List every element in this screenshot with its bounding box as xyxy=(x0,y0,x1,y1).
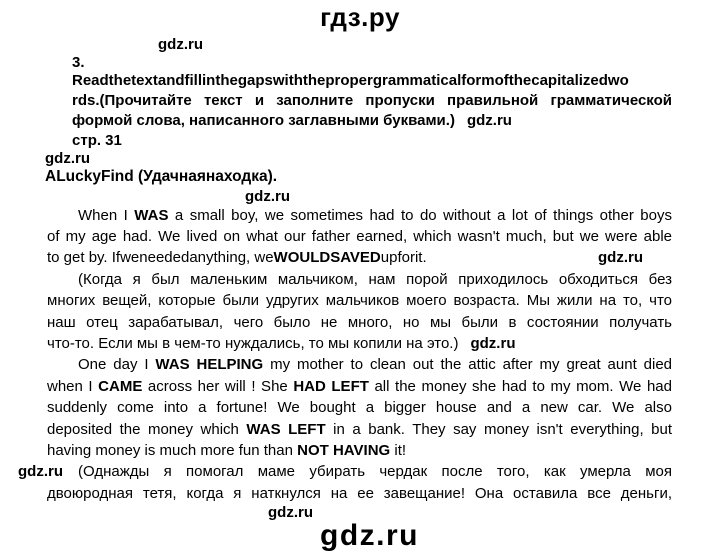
text-line xyxy=(18,461,672,482)
text-line xyxy=(47,419,672,440)
text-segment: across her will ! She xyxy=(142,377,294,395)
exercise-title: ALuckyFind (Удачнаянаходка). xyxy=(45,167,278,185)
capitalized-word: WAS LEFT xyxy=(246,420,326,438)
text-line xyxy=(47,290,672,311)
text-line xyxy=(47,440,672,461)
paragraph-russian-1 xyxy=(47,269,672,355)
text-segment: suddenly come into a fortune! We bought a bigger house and a new car. We also xyxy=(47,399,672,417)
page-reference: стр. 31 xyxy=(72,131,122,149)
text-line xyxy=(47,397,672,418)
text-segment: (Когда я был маленьким мальчиком, нам порой приходилось обходиться без xyxy=(78,270,672,288)
gdz-watermark: gdz.ru xyxy=(45,149,90,167)
site-footer-logo: gdz.ru xyxy=(320,519,419,552)
text-segment: One day I xyxy=(78,356,156,374)
capitalized-word: NOT HAVING xyxy=(297,442,391,460)
text-body xyxy=(18,205,673,505)
text-segment: многих вещей, которые были удругих мальчиков моего возраста. Мы жили на то, что xyxy=(47,292,672,310)
text-segment: двоюродная тетя, когда я наткнулся на ее завещание! Она оставила все деньги, xyxy=(47,484,672,502)
gdz-watermark: gdz.ru xyxy=(18,463,63,481)
text-segment: When I xyxy=(78,206,135,224)
text-segment: of my age had. We lived on what our father earned, which wasn't much, but we were able xyxy=(47,228,672,246)
task-number: 3. xyxy=(72,54,85,71)
text-segment: upforit. xyxy=(380,249,427,267)
site-header-logo: гдз.ру xyxy=(320,2,400,32)
text-line xyxy=(47,483,672,504)
text-line xyxy=(72,111,672,131)
text-segment: all the money she had to my mom. We had xyxy=(368,377,672,395)
gdz-watermark: gdz.ru xyxy=(470,335,516,353)
paragraph-russian-2 xyxy=(18,461,672,504)
text-segment: in a bank. They say money isn't everything, but xyxy=(325,420,673,438)
gdz-watermark: gdz.ru xyxy=(466,112,512,130)
text-segment: when I xyxy=(47,377,99,395)
gdz-watermark: gdz.ru xyxy=(268,504,313,522)
text-line xyxy=(47,205,672,226)
capitalized-word: WAS HELPING xyxy=(155,356,264,374)
text-line xyxy=(47,354,672,375)
gdz-watermark: gdz.ru xyxy=(245,187,290,205)
text-segment: having money is much more fun than xyxy=(47,442,298,460)
capitalized-word: формой слова, написанного заглавными буквами.) xyxy=(72,112,455,130)
text-line xyxy=(47,226,672,247)
capitalized-word: HAD LEFT xyxy=(293,377,369,395)
capitalized-word: WAS xyxy=(134,206,169,224)
text-line xyxy=(47,247,672,268)
text-segment: что-то. Если мы в чем-то нуждались, то мы копили на это.) xyxy=(47,335,459,353)
text-line xyxy=(47,312,672,333)
capitalized-word: WOULDSAVED xyxy=(273,249,381,267)
paragraph-english-1 xyxy=(47,205,672,269)
capitalized-word: Readthetextandfillinthegapswiththepropergrammaticalformofthecapitalizedwo xyxy=(72,72,629,89)
text-line xyxy=(47,376,672,397)
capitalized-word: CAME xyxy=(98,377,143,395)
text-segment: my mother to clean out the attic after my great aunt died xyxy=(263,356,672,374)
text-segment: deposited the money which xyxy=(47,420,247,438)
text-line xyxy=(72,91,672,111)
gdz-watermark: gdz.ru xyxy=(158,36,203,53)
text-segment: a small boy, we sometimes had to do without a lot of things other boys xyxy=(168,206,672,224)
text-line xyxy=(47,269,672,290)
text-segment: to get by. Ifweneededanything, we xyxy=(47,249,274,267)
text-line xyxy=(47,333,672,354)
paragraph-english-2 xyxy=(47,354,672,461)
text-segment: (Однажды я помогал маме убирать чердак после того, как умерла моя xyxy=(78,463,672,481)
task-instruction xyxy=(72,71,672,132)
gdz-watermark: gdz.ru xyxy=(598,249,643,267)
text-line xyxy=(72,71,672,91)
text-segment: it! xyxy=(390,442,407,460)
capitalized-word: rds.(Прочитайте текст и заполните пропуски правильной грамматической xyxy=(72,92,672,110)
text-segment: наш отец зарабатывал, чего было не много, но мы были в состоянии получать xyxy=(47,313,672,331)
